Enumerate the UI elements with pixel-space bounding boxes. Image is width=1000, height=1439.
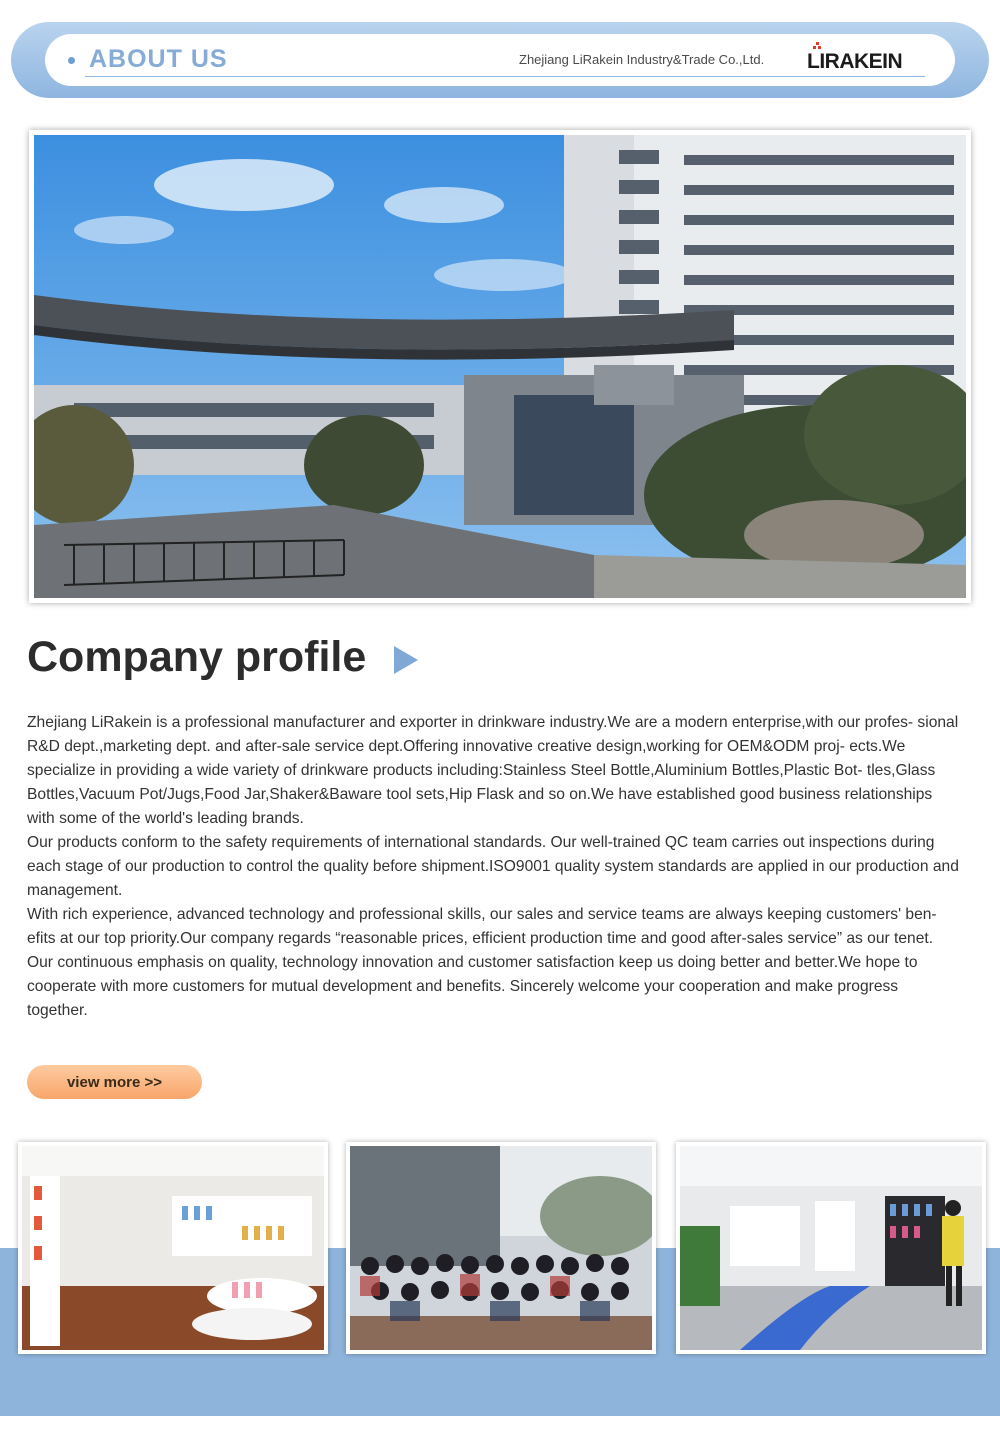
showroom-image [22,1146,324,1350]
company-name: Zhejiang LiRakein Industry&Trade Co.,Ltd. [519,52,765,67]
header-inner-panel [45,34,955,86]
gallery-photo-team[interactable] [346,1142,656,1354]
bullet-dot-icon [68,57,75,64]
brand-logo[interactable] [807,42,927,74]
profile-description [27,711,963,1023]
exhibition-image [680,1146,982,1350]
company-building-image [34,135,966,598]
profile-paragraph: Our products conform to the safety requirements of international standards. Our well-trained QC team carries out inspections during each stage of our production to control the quality before shipment.ISO9001 quality system standards are applied in our production and management. [27,834,959,899]
team-image [350,1146,652,1350]
profile-paragraph: Zhejiang LiRakein is a professional manufacturer and exporter in drinkware industry.We are a modern enterprise,with our profes- sional R&D dept.,marketing dept. and after-sale service dept.Offering innovative creative design,working for OEM&ODM proj- ects.We specialize in providing a wide variety of drinkware products including:Stainless Steel Bottle,Aluminium Bottles,Plastic Bot- tles,Glass Bottles,Vacuum Pot/Jugs,Food Jar,Shaker&Baware tool sets,Hip Flask and so on.We have established good business relationships with some of the world's leading brands. [27,714,959,827]
hero-photo-frame [29,130,971,603]
view-more-button[interactable]: view more >> [27,1065,202,1099]
svg-text:LIRAKEIN: LIRAKEIN [807,50,903,73]
section-heading: Company profile [27,633,367,681]
gallery-photo-showroom[interactable] [18,1142,328,1354]
play-arrow-icon [394,646,418,674]
logo-mark-icon [813,42,821,49]
header-divider [85,76,925,77]
header-banner [11,22,989,98]
gallery-photo-exhibition[interactable] [676,1142,986,1354]
profile-paragraph: With rich experience, advanced technology and professional skills, our sales and service teams are always keeping customers' ben- efits at our top priority.Our company regards “reasonable prices, efficient production time and good after-sales service” as our tenet. Our continuous emphasis on quality, technology innovation and customer satisfaction keep us doing better and better.We hope to cooperate with more customers for mutual development and benefits. Sincerely welcome your cooperation and make progress together. [27,906,937,1019]
page-title: ABOUT US [89,45,228,73]
